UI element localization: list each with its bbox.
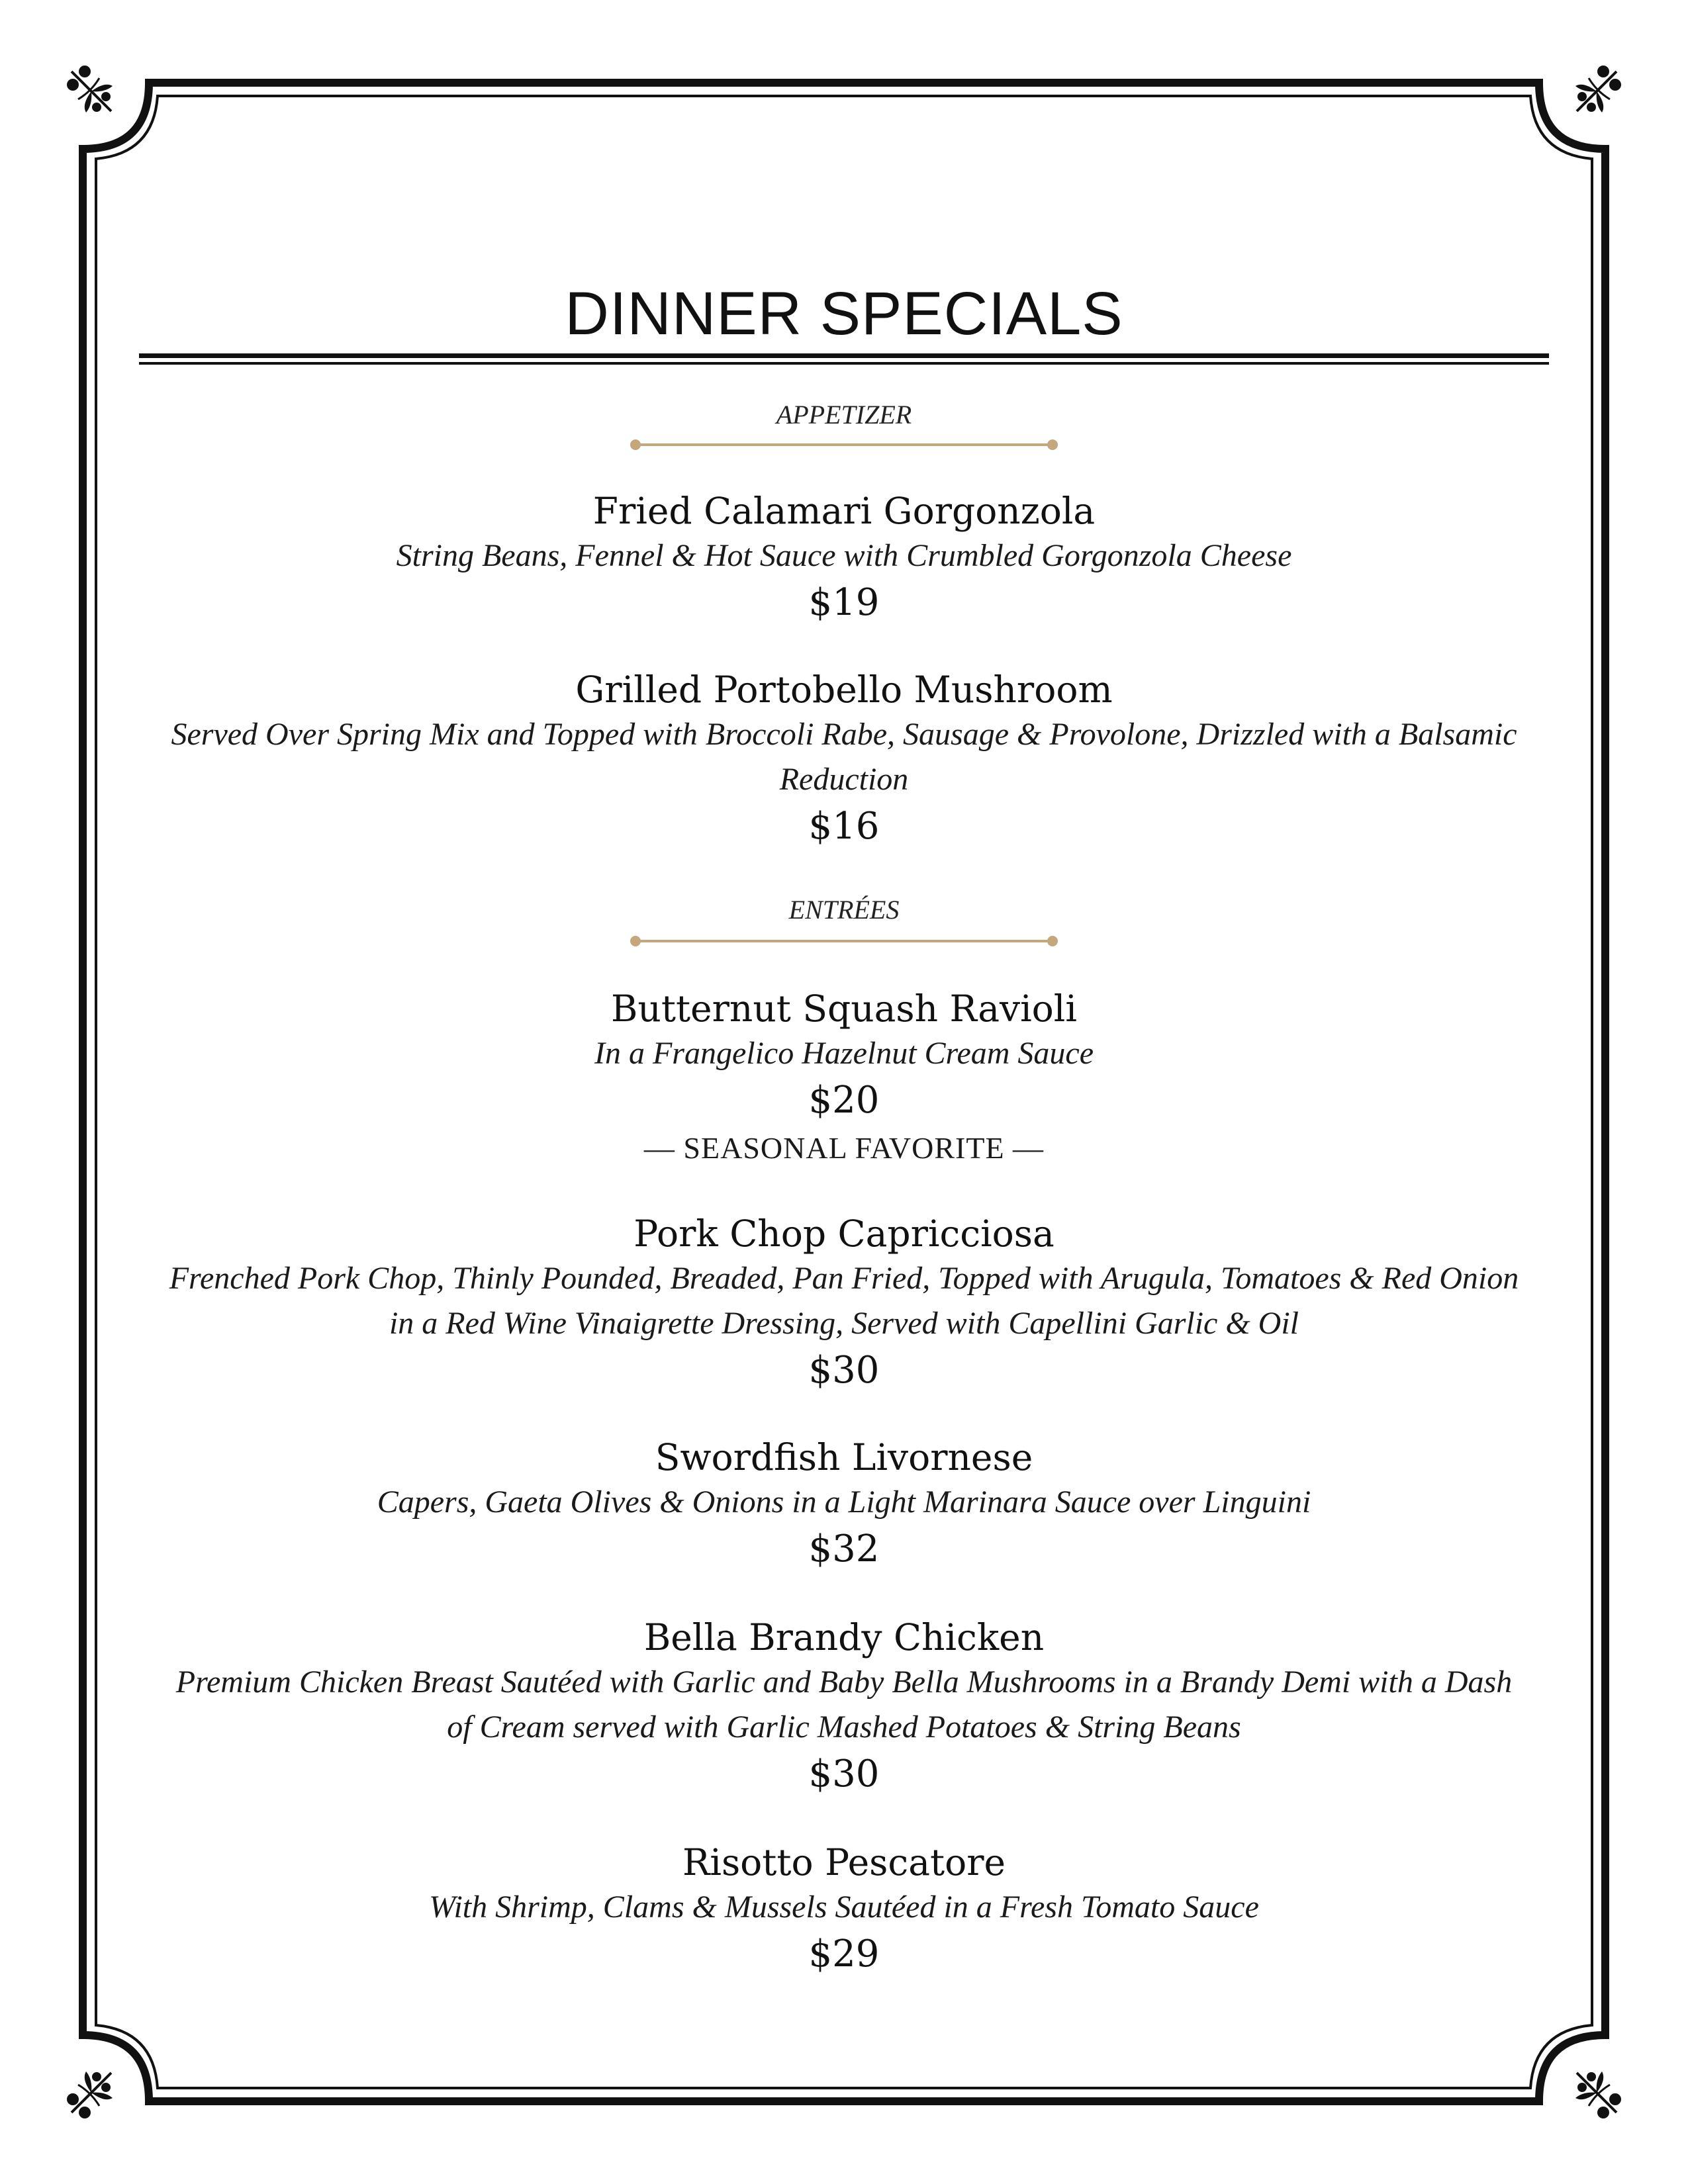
floral-ornament-icon xyxy=(58,2060,124,2126)
gold-divider xyxy=(629,934,1059,948)
menu-item xyxy=(152,986,1536,1171)
dish-name: Risotto Pescatore xyxy=(682,1841,1006,1884)
dish-name: Swordfish Livornese xyxy=(655,1436,1033,1479)
menu-item xyxy=(152,488,1536,627)
title-double-rule xyxy=(139,353,1549,368)
page-title: DINNER SPECIALS xyxy=(565,280,1123,347)
dish-price: $29 xyxy=(808,1933,880,1976)
dish-description: Capers, Gaeta Olives & Onions in a Light Marinara Sauce over Linguini xyxy=(377,1484,1311,1520)
dish-price: $30 xyxy=(808,1752,880,1796)
menu-item xyxy=(152,1840,1536,1979)
menu-item xyxy=(152,1435,1536,1574)
dish-name: Fried Calamari Gorgonzola xyxy=(592,490,1096,532)
floral-ornament-icon xyxy=(58,58,124,124)
dish-name: Bella Brandy Chicken xyxy=(643,1616,1045,1659)
dish-price: $16 xyxy=(808,805,880,848)
menu-item xyxy=(152,1211,1536,1395)
dish-name: Butternut Squash Ravioli xyxy=(611,987,1077,1030)
dish-name: Grilled Portobello Mushroom xyxy=(575,668,1113,711)
dish-name: Pork Chop Capricciosa xyxy=(633,1212,1055,1255)
dish-description-line: Premium Chicken Breast Sautéed with Garlic and Baby Bella Mushrooms in a Brandy Demi with a Dash xyxy=(175,1664,1513,1700)
dish-description-line: of Cream served with Garlic Mashed Potatoes & String Beans xyxy=(447,1709,1241,1745)
floral-ornament-icon xyxy=(1564,2060,1630,2126)
section-heading-appetizer: APPETIZER xyxy=(776,400,912,430)
menu-item xyxy=(152,667,1536,851)
seasonal-favorite-badge: — SEASONAL FAVORITE — xyxy=(643,1131,1045,1165)
dish-description-line: Reduction xyxy=(779,762,909,797)
floral-ornament-icon xyxy=(1564,58,1630,124)
dish-price: $32 xyxy=(808,1527,880,1570)
dish-price: $20 xyxy=(808,1079,880,1122)
dish-price: $19 xyxy=(808,581,880,624)
dish-description-line: Served Over Spring Mix and Topped with Broccoli Rabe, Sausage & Provolone, Drizzled with a Balsamic xyxy=(171,717,1517,752)
dish-description-line: Frenched Pork Chop, Thinly Pounded, Breaded, Pan Fried, Topped with Arugula, Tomatoes & Red Onion xyxy=(169,1261,1519,1296)
dish-description: With Shrimp, Clams & Mussels Sautéed in a Fresh Tomato Sauce xyxy=(429,1889,1259,1925)
menu-item xyxy=(152,1615,1536,1799)
dish-description-line: in a Red Wine Vinaigrette Dressing, Served with Capellini Garlic & Oil xyxy=(389,1306,1299,1341)
dish-description: In a Frangelico Hazelnut Cream Sauce xyxy=(594,1036,1094,1071)
gold-divider xyxy=(629,438,1059,451)
section-heading-entrees: ENTRÉES xyxy=(788,895,900,925)
dish-price: $30 xyxy=(808,1349,880,1392)
dish-description: String Beans, Fennel & Hot Sauce with Crumbled Gorgonzola Cheese xyxy=(396,538,1292,573)
